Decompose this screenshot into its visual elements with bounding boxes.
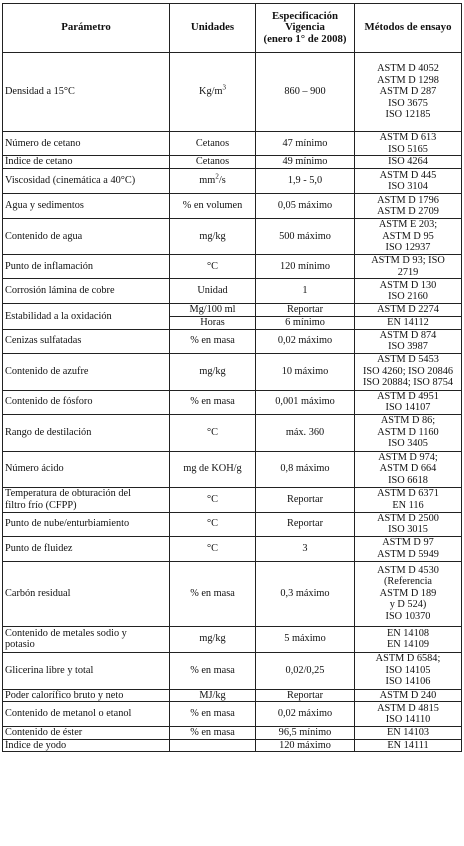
specification-cell: 96,5 mínimo (256, 727, 355, 740)
units-cell: °C (170, 255, 256, 279)
units-cell: % en masa (170, 702, 256, 727)
units-cell: % en masa (170, 727, 256, 740)
table-body (3, 53, 462, 752)
parameter-cell: Punto de fluidez (3, 536, 170, 561)
header-row (3, 4, 462, 53)
specification-cell: 860 – 900 (256, 53, 355, 132)
specification-cell: Reportar (256, 487, 355, 512)
parameter-cell: Punto de nube/enturbiamiento (3, 512, 170, 536)
parameter-cell: Carbón residual (3, 561, 170, 626)
table-row (3, 156, 462, 169)
units-cell: Cetanos (170, 132, 256, 156)
specification-table (2, 3, 462, 752)
table-row (3, 689, 462, 702)
specification-cell: 0,02 máximo (256, 329, 355, 353)
units-cell: % en masa (170, 561, 256, 626)
specification-cell: 0,8 máximo (256, 451, 355, 487)
header-unidades: Unidades (170, 4, 256, 53)
parameter-cell: Índice de cetano (3, 156, 170, 169)
units-cell: °C (170, 414, 256, 451)
table-row (3, 279, 462, 304)
parameter-cell: Contenido de éster (3, 727, 170, 740)
units-cell: Mg/100 ml (170, 304, 256, 317)
parameter-cell: Poder calorífico bruto y neto (3, 689, 170, 702)
specification-cell: 500 máximo (256, 219, 355, 255)
method-cell: ASTM D 5453 ISO 4260; ISO 20846 ISO 20884; ISO 8754 (355, 353, 462, 390)
units-suffix: /s (218, 175, 226, 187)
units-cell: Cetanos (170, 156, 256, 169)
units-cell: MJ/kg (170, 689, 256, 702)
parameter-cell: Cenizas sulfatadas (3, 329, 170, 353)
method-cell: ASTM D 6371 EN 116 (355, 487, 462, 512)
specification-cell: 0,001 máximo (256, 390, 355, 414)
units-cell: mg de KOH/g (170, 451, 256, 487)
specification-cell: Reportar (256, 512, 355, 536)
parameter-cell: Contenido de metanol o etanol (3, 702, 170, 727)
units-cell: % en volumen (170, 194, 256, 219)
specification-cell: 47 mínimo (256, 132, 355, 156)
units-cell: mg/kg (170, 353, 256, 390)
specification-cell: 0,02/0,25 (256, 652, 355, 689)
parameter-cell: Viscosidad (cinemática a 40°C) (3, 169, 170, 194)
parameter-cell: Contenido de fósforo (3, 390, 170, 414)
table-row (3, 451, 462, 487)
units-superscript: 3 (222, 83, 226, 92)
specification-cell: Reportar (256, 689, 355, 702)
units-cell: °C (170, 536, 256, 561)
parameter-cell: Agua y sedimentos (3, 194, 170, 219)
method-cell: ASTM D 4951 ISO 14107 (355, 390, 462, 414)
table-row (3, 512, 462, 536)
table-row (3, 390, 462, 414)
specification-cell: máx. 360 (256, 414, 355, 451)
units-cell (170, 739, 256, 752)
units-cell: Unidad (170, 279, 256, 304)
table-row (3, 132, 462, 156)
parameter-cell: Densidad a 15°C (3, 53, 170, 132)
table-row (3, 739, 462, 752)
specification-cell: 6 mínimo (256, 317, 355, 330)
method-cell: ASTM D 130 ISO 2160 (355, 279, 462, 304)
header-parametro: Parámetro (3, 4, 170, 53)
method-cell: ASTM D 2274 (355, 304, 462, 317)
table-row (3, 727, 462, 740)
method-cell: EN 14112 (355, 317, 462, 330)
parameter-cell: Corrosión lámina de cobre (3, 279, 170, 304)
method-cell: ISO 4264 (355, 156, 462, 169)
method-cell: ASTM D 86; ASTM D 1160 ISO 3405 (355, 414, 462, 451)
parameter-cell: Punto de inflamación (3, 255, 170, 279)
units-cell: % en masa (170, 652, 256, 689)
specification-cell: 49 mínimo (256, 156, 355, 169)
method-cell: ASTM D 445 ISO 3104 (355, 169, 462, 194)
units-cell (170, 53, 256, 132)
parameter-cell: Rango de destilación (3, 414, 170, 451)
table-row (3, 536, 462, 561)
parameter-cell: Número ácido (3, 451, 170, 487)
method-cell: ASTM D 1796 ASTM D 2709 (355, 194, 462, 219)
specification-cell: 1 (256, 279, 355, 304)
table-row (3, 487, 462, 512)
units-base: Kg/m (199, 86, 223, 98)
specification-cell: 120 mínimo (256, 255, 355, 279)
units-cell: °C (170, 512, 256, 536)
header-especificacion: Especificación Vigencia (enero 1° de 2008) (256, 4, 355, 53)
specification-cell: 3 (256, 536, 355, 561)
specification-cell: 0,05 máximo (256, 194, 355, 219)
specification-cell: 1,9 - 5,0 (256, 169, 355, 194)
units-cell: Horas (170, 317, 256, 330)
method-cell: ASTM D 6584; ISO 14105 ISO 14106 (355, 652, 462, 689)
method-cell: ASTM D 4530 (Referencia ASTM D 189 y D 524) ISO 10370 (355, 561, 462, 626)
specification-cell: 0,3 máximo (256, 561, 355, 626)
units-cell: % en masa (170, 390, 256, 414)
units-cell: mg/kg (170, 219, 256, 255)
method-cell: ASTM D 240 (355, 689, 462, 702)
table-row (3, 304, 462, 317)
table-row (3, 169, 462, 194)
table-row (3, 194, 462, 219)
table-row (3, 652, 462, 689)
method-cell: ASTM D 4815 ISO 14110 (355, 702, 462, 727)
method-cell: EN 14108 EN 14109 (355, 626, 462, 652)
specification-cell: 0,02 máximo (256, 702, 355, 727)
method-cell: EN 14111 (355, 739, 462, 752)
parameter-cell: Índice de yodo (3, 739, 170, 752)
specification-cell: 10 máximo (256, 353, 355, 390)
table-row (3, 353, 462, 390)
table-row (3, 702, 462, 727)
units-superscript: 2 (215, 172, 219, 181)
method-cell: ASTM D 874 ISO 3987 (355, 329, 462, 353)
table-row (3, 626, 462, 652)
method-cell: EN 14103 (355, 727, 462, 740)
method-cell: ASTM D 974; ASTM D 664 ISO 6618 (355, 451, 462, 487)
parameter-cell: Número de cetano (3, 132, 170, 156)
parameter-cell: Glicerina libre y total (3, 652, 170, 689)
method-cell: ASTM D 93; ISO 2719 (355, 255, 462, 279)
method-cell: ASTM D 2500 ISO 3015 (355, 512, 462, 536)
parameter-cell: Estabilidad a la oxidación (3, 304, 170, 330)
method-cell: ASTM D 4052 ASTM D 1298 ASTM D 287 ISO 3675 ISO 12185 (355, 53, 462, 132)
parameter-cell: Temperatura de obturación del filtro frío (CFPP) (3, 487, 170, 512)
specification-cell: 5 máximo (256, 626, 355, 652)
specification-cell: Reportar (256, 304, 355, 317)
table-row (3, 255, 462, 279)
table-row (3, 329, 462, 353)
units-base: mm (199, 175, 216, 187)
specification-cell: 120 máximo (256, 739, 355, 752)
table-row (3, 219, 462, 255)
header-metodos: Métodos de ensayo (355, 4, 462, 53)
table-row (3, 414, 462, 451)
units-cell: mg/kg (170, 626, 256, 652)
units-cell: % en masa (170, 329, 256, 353)
method-cell: ASTM D 97 ASTM D 5949 (355, 536, 462, 561)
method-cell: ASTM E 203; ASTM D 95 ISO 12937 (355, 219, 462, 255)
parameter-cell: Contenido de agua (3, 219, 170, 255)
units-cell: °C (170, 487, 256, 512)
method-cell: ASTM D 613 ISO 5165 (355, 132, 462, 156)
units-cell (170, 169, 256, 194)
parameter-cell: Contenido de azufre (3, 353, 170, 390)
parameter-cell: Contenido de metales sodio y potasio (3, 626, 170, 652)
table-row (3, 561, 462, 626)
table-row (3, 53, 462, 132)
